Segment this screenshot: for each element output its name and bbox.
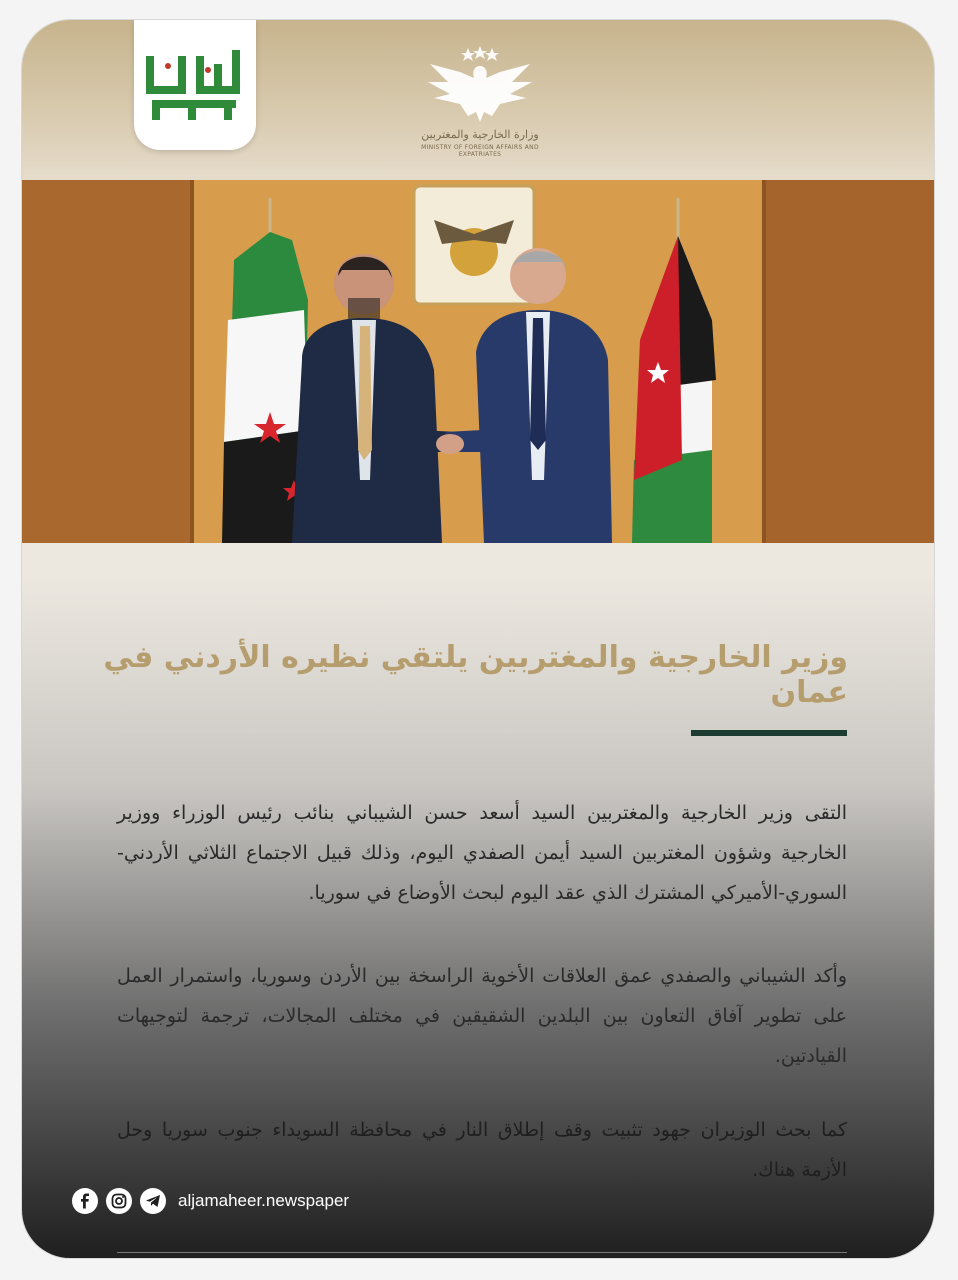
telegram-icon[interactable] <box>140 1188 166 1214</box>
news-card <box>22 20 934 1258</box>
headline-divider-accent <box>691 730 847 736</box>
brand-logo-icon <box>144 50 246 122</box>
social-bar <box>72 1186 349 1216</box>
article-paragraph-3: كما بحث الوزيران جهود تثبيت وقف إطلاق النار في محافظة السويداء جنوب سوريا وحل الأزمة هناك. <box>117 1119 847 1181</box>
handshake-photo <box>22 180 934 543</box>
ministry-name-en: MINISTRY OF FOREIGN AFFAIRS AND EXPATRIATES <box>421 144 539 158</box>
social-handle[interactable]: aljamaheer.newspaper <box>178 1191 350 1210</box>
footer-divider <box>117 1252 847 1253</box>
instagram-icon[interactable] <box>106 1188 132 1214</box>
handshake-illustration <box>22 180 934 543</box>
facebook-icon[interactable] <box>72 1188 98 1214</box>
ministry-name-ar: وزارة الخارجية والمغتربين <box>421 128 539 141</box>
brand-logo[interactable] <box>134 20 256 150</box>
article-headline: وزير الخارجية والمغتربين يلتقي نظيره الأردني في عمان <box>103 640 848 710</box>
headline-divider-light <box>117 730 691 734</box>
article-paragraph-1: التقى وزير الخارجية والمغتربين السيد أسعد حسن الشيباني بنائب رئيس الوزراء ووزير الخارجية وشؤون المغتربين السيد أيمن الصفدي اليوم، وذلك قبيل الاجتماع الثلاثي الأردني-السوري-الأميركي المشترك الذي عقد اليوم لبحث الأوضاع في سوريا. <box>117 802 847 904</box>
article-paragraph-2: وأكد الشيباني والصفدي عمق العلاقات الأخوية الراسخة بين الأردن وسوريا، واستمرار العمل على تطوير آفاق التعاون بين البلدين الشقيقين في مختلف المجالات، ترجمة لتوجيهات القيادتين. <box>117 965 847 1067</box>
